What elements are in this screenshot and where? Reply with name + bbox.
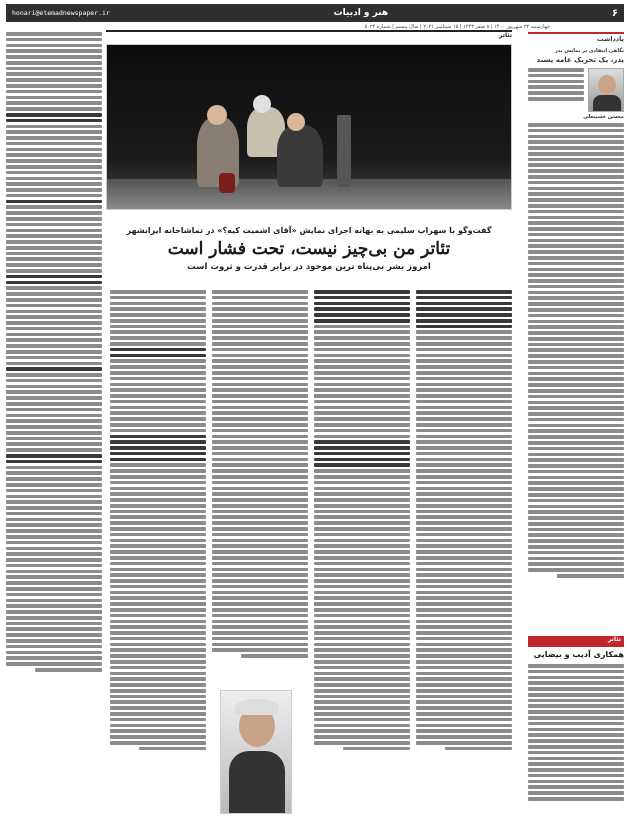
note-kicker: نگاهی انتقادی بر نمایش پدر <box>554 48 624 54</box>
feature-kicker: گفت‌وگو با سهراب سلیمی به بهانه اجرای نمایش «آقای اشمیت کیه؟» در تماشاخانه ایرانشهر <box>126 226 492 235</box>
author-name: محسن حسینعلی <box>583 114 624 120</box>
bottom-article-body <box>528 664 624 814</box>
body-column-1 <box>110 290 206 812</box>
feature-headline <box>106 226 512 272</box>
right-column <box>528 32 624 632</box>
body-column-2 <box>212 290 308 680</box>
body-column-4 <box>416 290 512 812</box>
note-body <box>528 123 624 578</box>
feature-title: تئاتر من بی‌چیز نیست، تحت فشار است <box>167 239 451 259</box>
stage-photo <box>106 44 512 210</box>
left-column-body <box>6 32 102 812</box>
interviewee-portrait <box>220 690 292 814</box>
note-title: پدر، یک تحریک عامه پسند <box>536 56 624 64</box>
bottom-article-title: همکاری آدیب و بیضایی <box>533 650 624 659</box>
author-portrait <box>588 68 624 112</box>
bottom-section-label: تئاتر <box>608 636 621 643</box>
feature-section-label: تئاتر <box>106 30 512 41</box>
page-number: ۶ <box>611 7 618 19</box>
body-column-3 <box>314 290 410 812</box>
section-email: honari@etemadnewspaper.ir <box>12 9 110 17</box>
section-title: هنر و ادبیات <box>333 8 389 18</box>
page-header-bar <box>6 4 624 22</box>
feature-subtitle: امروز بشر بی‌پناه ترین موجود در برابر قدرت و ثروت است <box>187 262 431 272</box>
right-section-label: یادداشت <box>596 34 624 43</box>
dateline: چهارشنبه ۲۴ شهریور ۱۴۰۰ | ۸ صفر ۱۴۴۳ | ۱۵ سپتامبر ۲۰۲۱ | سال بیستم | شماره ۵۰۲۴ <box>364 24 550 30</box>
